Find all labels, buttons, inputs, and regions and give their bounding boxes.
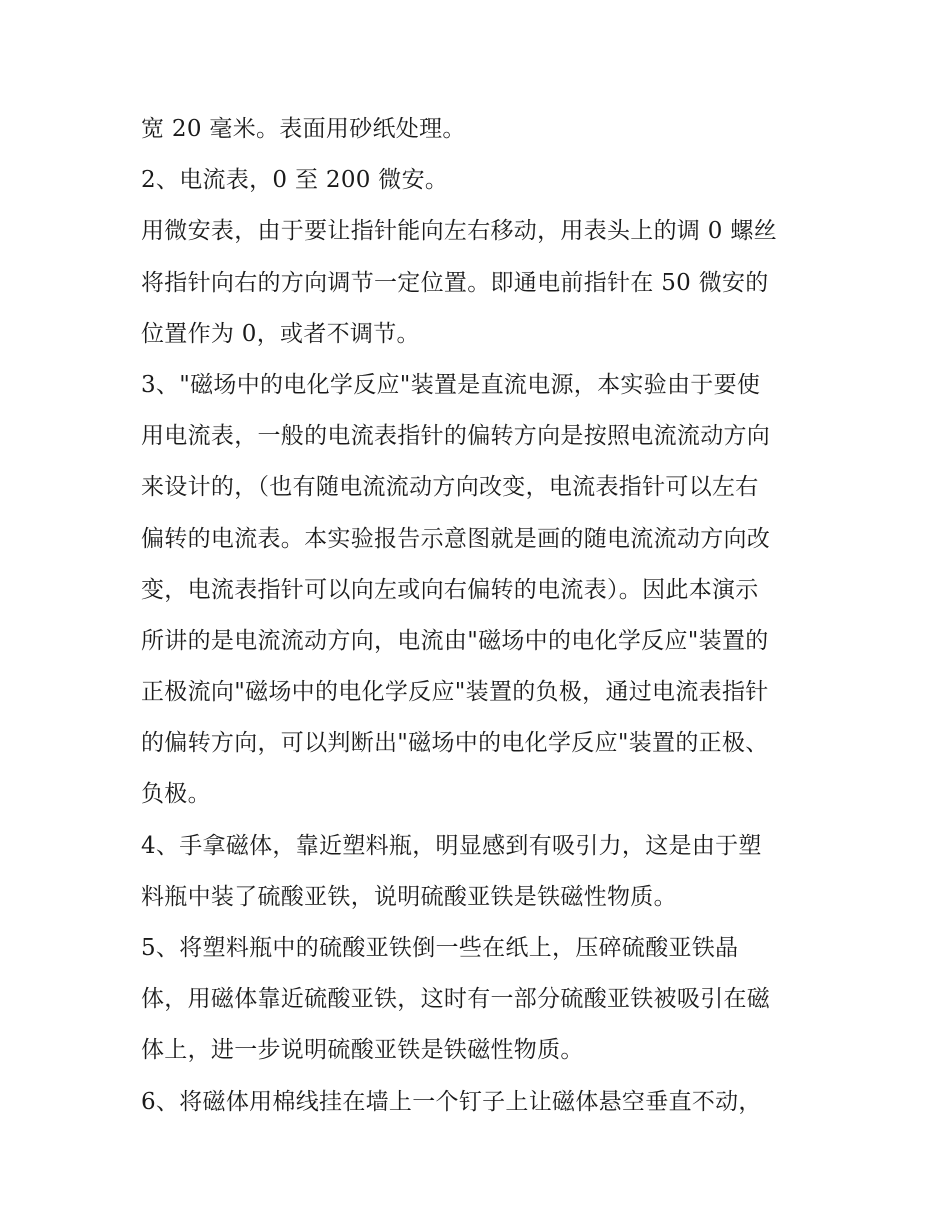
text-line: 位置作为 0，或者不调节。 (141, 320, 420, 347)
text-line: 正极流向"磁场中的电化学反应"装置的负极，通过电流表指针 (141, 679, 769, 706)
text-line: 4、手拿磁体，靠近塑料瓶，明显感到有吸引力，这是由于塑 (141, 832, 762, 859)
document-body (141, 104, 821, 1128)
text-line: 偏转的电流表。本实验报告示意图就是画的随电流流动方向改 (141, 525, 771, 552)
text-line: 5、将塑料瓶中的硫酸亚铁倒一些在纸上，压碎硫酸亚铁晶 (141, 935, 739, 961)
text-line: 体上，进一步说明硫酸亚铁是铁磁性物质。 (141, 1037, 584, 1064)
text-line: 来设计的，（也有随电流流动方向改变，电流表指针可以左右 (141, 474, 759, 501)
text-line: 的偏转方向，可以判断出"磁场中的电化学反应"装置的正极、 (141, 730, 769, 757)
text-line: 变，电流表指针可以向左或向右偏转的电流表）。因此本演示 (141, 576, 759, 603)
text-line: 3、"磁场中的电化学反应"装置是直流电源，本实验由于要使 (141, 371, 761, 398)
text-line: 体，用磁体靠近硫酸亚铁，这时有一部分硫酸亚铁被吸引在磁 (141, 986, 771, 1013)
text-line: 6、将磁体用棉线挂在墙上一个钉子上让磁体悬空垂直不动， (141, 1088, 762, 1115)
text-line: 负极。 (141, 781, 211, 808)
text-line: 用电流表，一般的电流表指针的偏转方向是按照电流流动方向 (141, 423, 771, 450)
text-line: 所讲的是电流流动方向，电流由"磁场中的电化学反应"装置的 (141, 627, 769, 654)
text-line: 料瓶中装了硫酸亚铁，说明硫酸亚铁是铁磁性物质。 (141, 883, 677, 910)
text-line: 2、电流表，0 至 200 微安。 (141, 167, 449, 194)
text-line: 将指针向右的方向调节一定位置。即通电前指针在 50 微安的 (141, 269, 769, 296)
text-line: 宽 20 毫米。表面用砂纸处理。 (141, 116, 466, 142)
text-line: 用微安表，由于要让指针能向左右移动，用表头上的调 0 螺丝 (141, 218, 777, 245)
